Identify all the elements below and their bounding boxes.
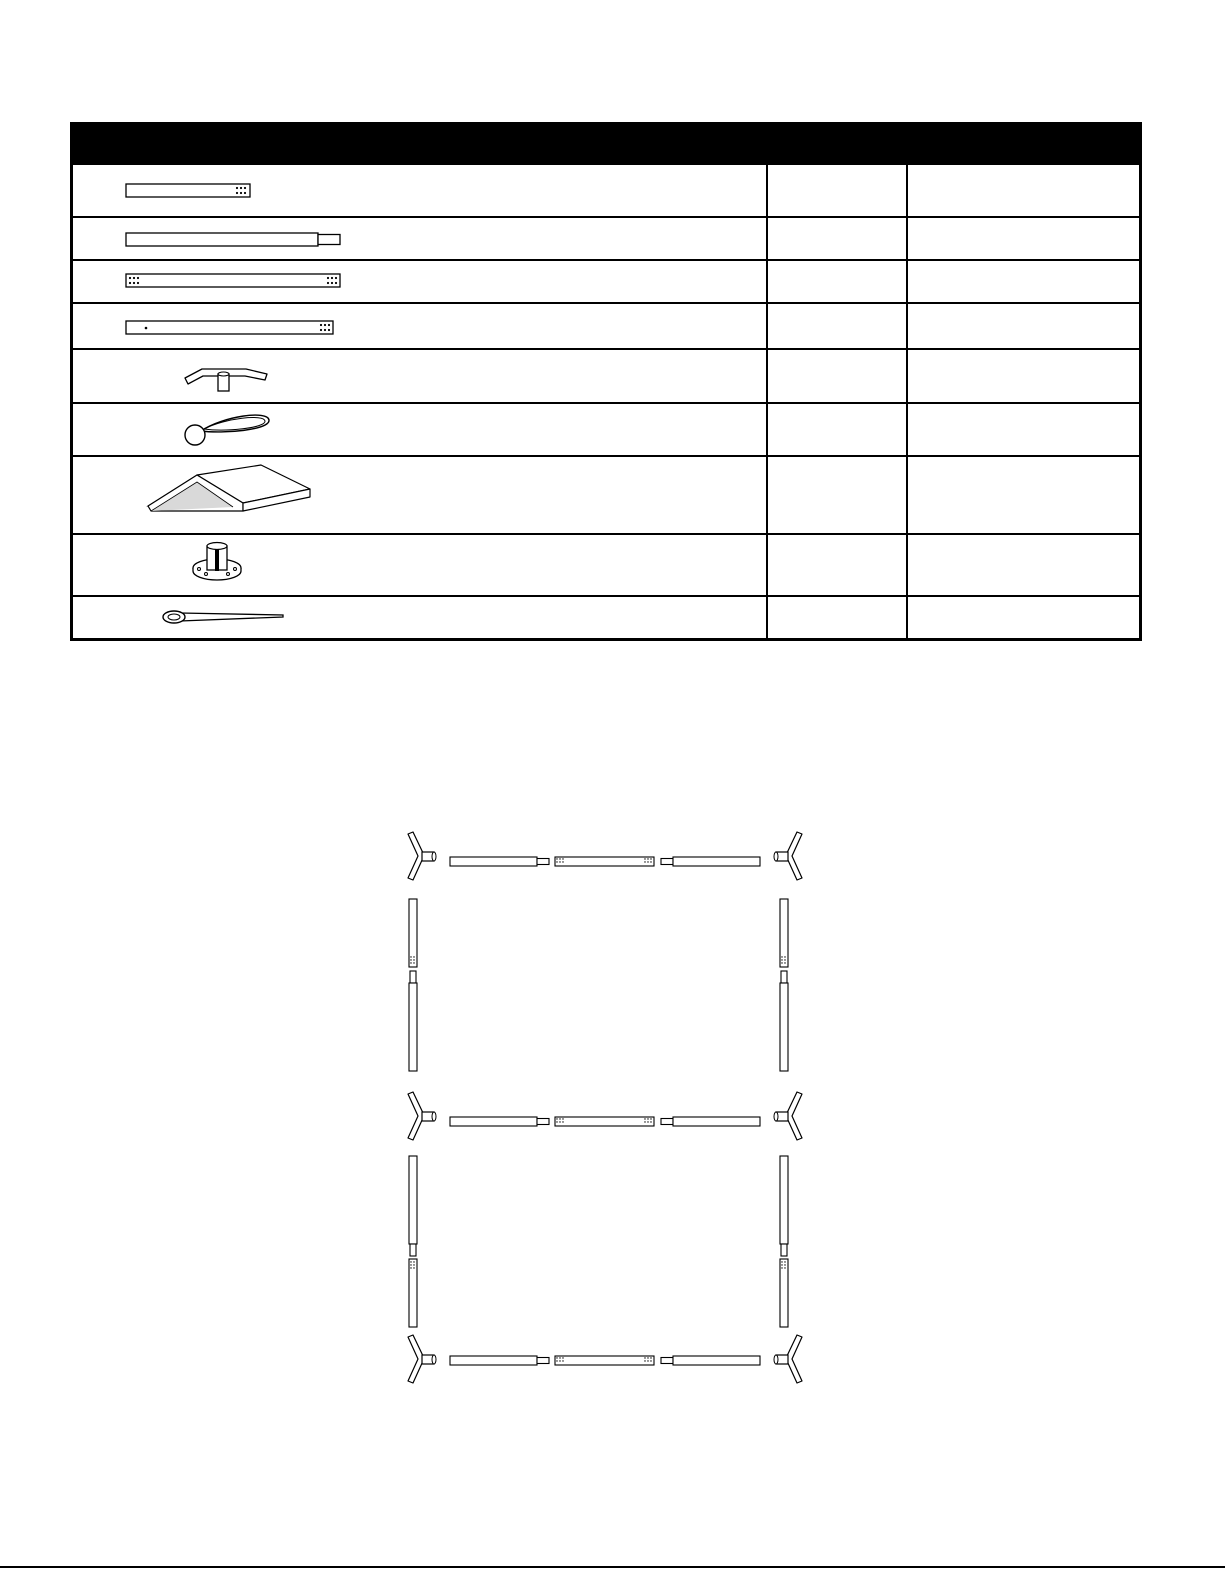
table-row xyxy=(73,455,1139,533)
hole-pole-icon xyxy=(73,304,766,348)
corner-connector-icon xyxy=(774,1092,802,1140)
code-cell xyxy=(906,404,1139,455)
part-cell xyxy=(73,457,766,533)
qty-cell xyxy=(766,597,906,638)
qty-cell xyxy=(766,304,906,348)
frame-layout-diagram xyxy=(395,825,815,1400)
parts-table xyxy=(70,122,1142,641)
qty-cell xyxy=(766,535,906,595)
part-cell xyxy=(73,350,766,402)
short-leg-pole-icon xyxy=(73,165,766,216)
table-row xyxy=(73,533,1139,595)
part-cell xyxy=(73,218,766,259)
canopy-cover-icon xyxy=(73,457,766,533)
table-row xyxy=(73,402,1139,455)
table-row xyxy=(73,216,1139,259)
frame-row-middle xyxy=(408,1092,802,1327)
qty-cell xyxy=(766,404,906,455)
code-cell xyxy=(906,597,1139,638)
corner-connector-icon xyxy=(774,1335,802,1383)
code-cell xyxy=(906,261,1139,302)
part-cell xyxy=(73,261,766,302)
ground-stake-icon xyxy=(73,597,766,638)
page-bottom-rule xyxy=(0,1566,1225,1568)
foot-plate-icon xyxy=(73,535,766,595)
corner-connector-icon xyxy=(408,832,436,880)
corner-connector-icon xyxy=(774,832,802,880)
code-cell xyxy=(906,350,1139,402)
part-cell xyxy=(73,165,766,216)
code-cell xyxy=(906,535,1139,595)
part-cell xyxy=(73,597,766,638)
qty-cell xyxy=(766,350,906,402)
table-header xyxy=(73,125,1139,163)
code-cell xyxy=(906,218,1139,259)
table-row xyxy=(73,348,1139,402)
qty-cell xyxy=(766,457,906,533)
corner-connector-icon xyxy=(73,350,766,402)
frame-row-bottom xyxy=(408,1335,802,1383)
corner-connector-icon xyxy=(408,1092,436,1140)
swaged-pole-icon xyxy=(73,218,766,259)
code-cell xyxy=(906,304,1139,348)
table-row xyxy=(73,302,1139,348)
part-cell xyxy=(73,404,766,455)
code-cell xyxy=(906,165,1139,216)
table-row xyxy=(73,595,1139,638)
ball-bungee-icon xyxy=(73,404,766,455)
qty-cell xyxy=(766,261,906,302)
qty-cell xyxy=(766,165,906,216)
qty-cell xyxy=(766,218,906,259)
part-cell xyxy=(73,304,766,348)
code-cell xyxy=(906,457,1139,533)
corner-connector-icon xyxy=(408,1335,436,1383)
frame-row-top xyxy=(408,832,802,1071)
connector-pole-icon xyxy=(73,261,766,302)
part-cell xyxy=(73,535,766,595)
table-row xyxy=(73,163,1139,216)
table-row xyxy=(73,259,1139,302)
